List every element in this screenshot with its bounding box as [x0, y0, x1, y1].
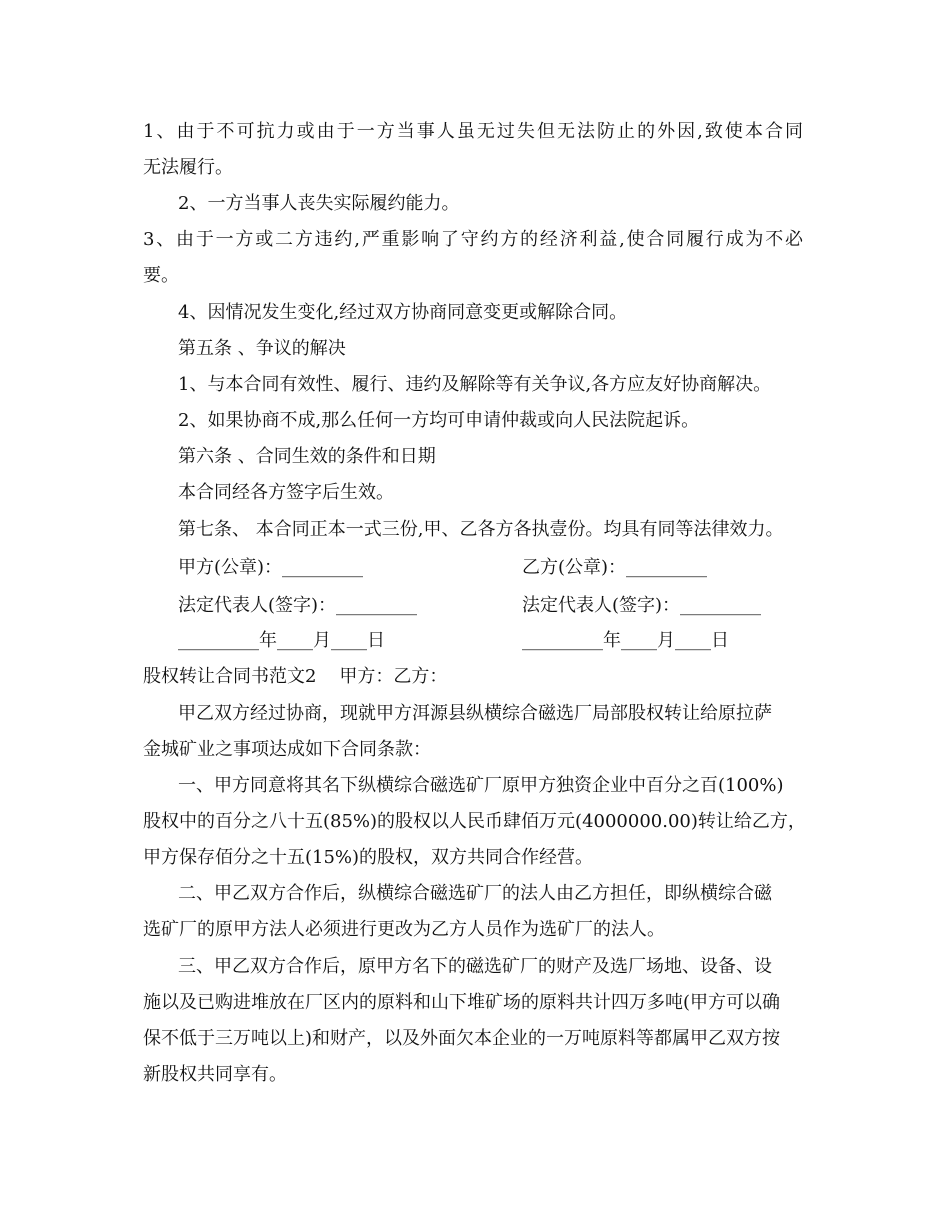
- article-5-item-1: 1、与本合同有效性、履行、违约及解除等有关争议,各方应友好协商解决。: [178, 374, 772, 395]
- clause-1-line-2: 股权中的百分之八十五(85%)的股权以人民币肆佰万元(4000000.00)转让给乙方，: [143, 811, 806, 832]
- sample-2-title: 股权转让合同书范文2 甲方：乙方：: [143, 666, 448, 687]
- clause-2-line-2: 选矿厂的原甲方法人必须进行更改为乙方人员作为选矿厂的法人。: [143, 919, 665, 940]
- force-majeure-item-3-line-2: 要。: [143, 265, 179, 286]
- clause-3-line-2: 施以及已购进堆放在厂区内的原料和山下堆矿场的原料共计四万多吨(甲方可以确: [143, 992, 781, 1013]
- force-majeure-item-3-line-1: 3、由于一方或二方违约,严重影响了守约方的经济利益,使合同履行成为不必: [143, 229, 803, 250]
- article-5-heading: 第五条 、争议的解决: [178, 338, 346, 359]
- party-a-date-line: _________年____月____日: [178, 630, 385, 651]
- clause-2-line-1: 二、甲乙双方合作后，纵横综合磁选矿厂的法人由乙方担任，即纵横综合磁: [178, 883, 772, 904]
- clause-3-line-4: 新股权共同享有。: [143, 1064, 287, 1085]
- party-b-date-line: _________年____月____日: [522, 630, 729, 651]
- party-b-representative-line: 法定代表人(签字)：_________: [522, 595, 762, 616]
- article-5-item-2: 2、如果协商不成,那么任何一方均可申请仲裁或向人民法院起诉。: [178, 410, 700, 431]
- clause-1-line-1: 一、甲方同意将其名下纵横综合磁选矿厂原甲方独资企业中百分之百(100%): [178, 775, 784, 796]
- sample-2-intro-line-2: 金城矿业之事项达成如下合同条款：: [143, 739, 431, 760]
- clause-3-line-1: 三、甲乙双方合作后，原甲方名下的磁选矿厂的财产及选厂场地、设备、设: [178, 956, 772, 977]
- clause-1-line-3: 甲方保存佰分之十五(15%)的股权，双方共同合作经营。: [143, 847, 594, 868]
- article-6-text: 本合同经各方签字后生效。: [178, 482, 394, 503]
- party-b-seal-line: 乙方(公章)：_________: [522, 557, 708, 578]
- article-7-text: 第七条、 本合同正本一式三份,甲、乙各方各执壹份。均具有同等法律效力。: [178, 519, 784, 540]
- force-majeure-item-4: 4、因情况发生变化,经过双方协商同意变更或解除合同。: [178, 302, 628, 323]
- party-a-representative-line: 法定代表人(签字)：_________: [178, 595, 418, 616]
- article-6-heading: 第六条 、合同生效的条件和日期: [178, 446, 436, 467]
- force-majeure-item-1-line-2: 无法履行。: [143, 157, 233, 178]
- sample-2-intro-line-1: 甲乙双方经过协商，现就甲方洱源县纵横综合磁选厂局部股权转让给原拉萨: [178, 703, 772, 724]
- force-majeure-item-1-line-1: 1、由于不可抗力或由于一方当事人虽无过失但无法防止的外因,致使本合同: [143, 121, 803, 142]
- force-majeure-item-2: 2、一方当事人丧失实际履约能力。: [178, 193, 460, 214]
- party-a-seal-line: 甲方(公章)：_________: [178, 557, 364, 578]
- clause-3-line-3: 保不低于三万吨以上)和财产，以及外面欠本企业的一万吨原料等都属甲乙双方按: [143, 1028, 781, 1049]
